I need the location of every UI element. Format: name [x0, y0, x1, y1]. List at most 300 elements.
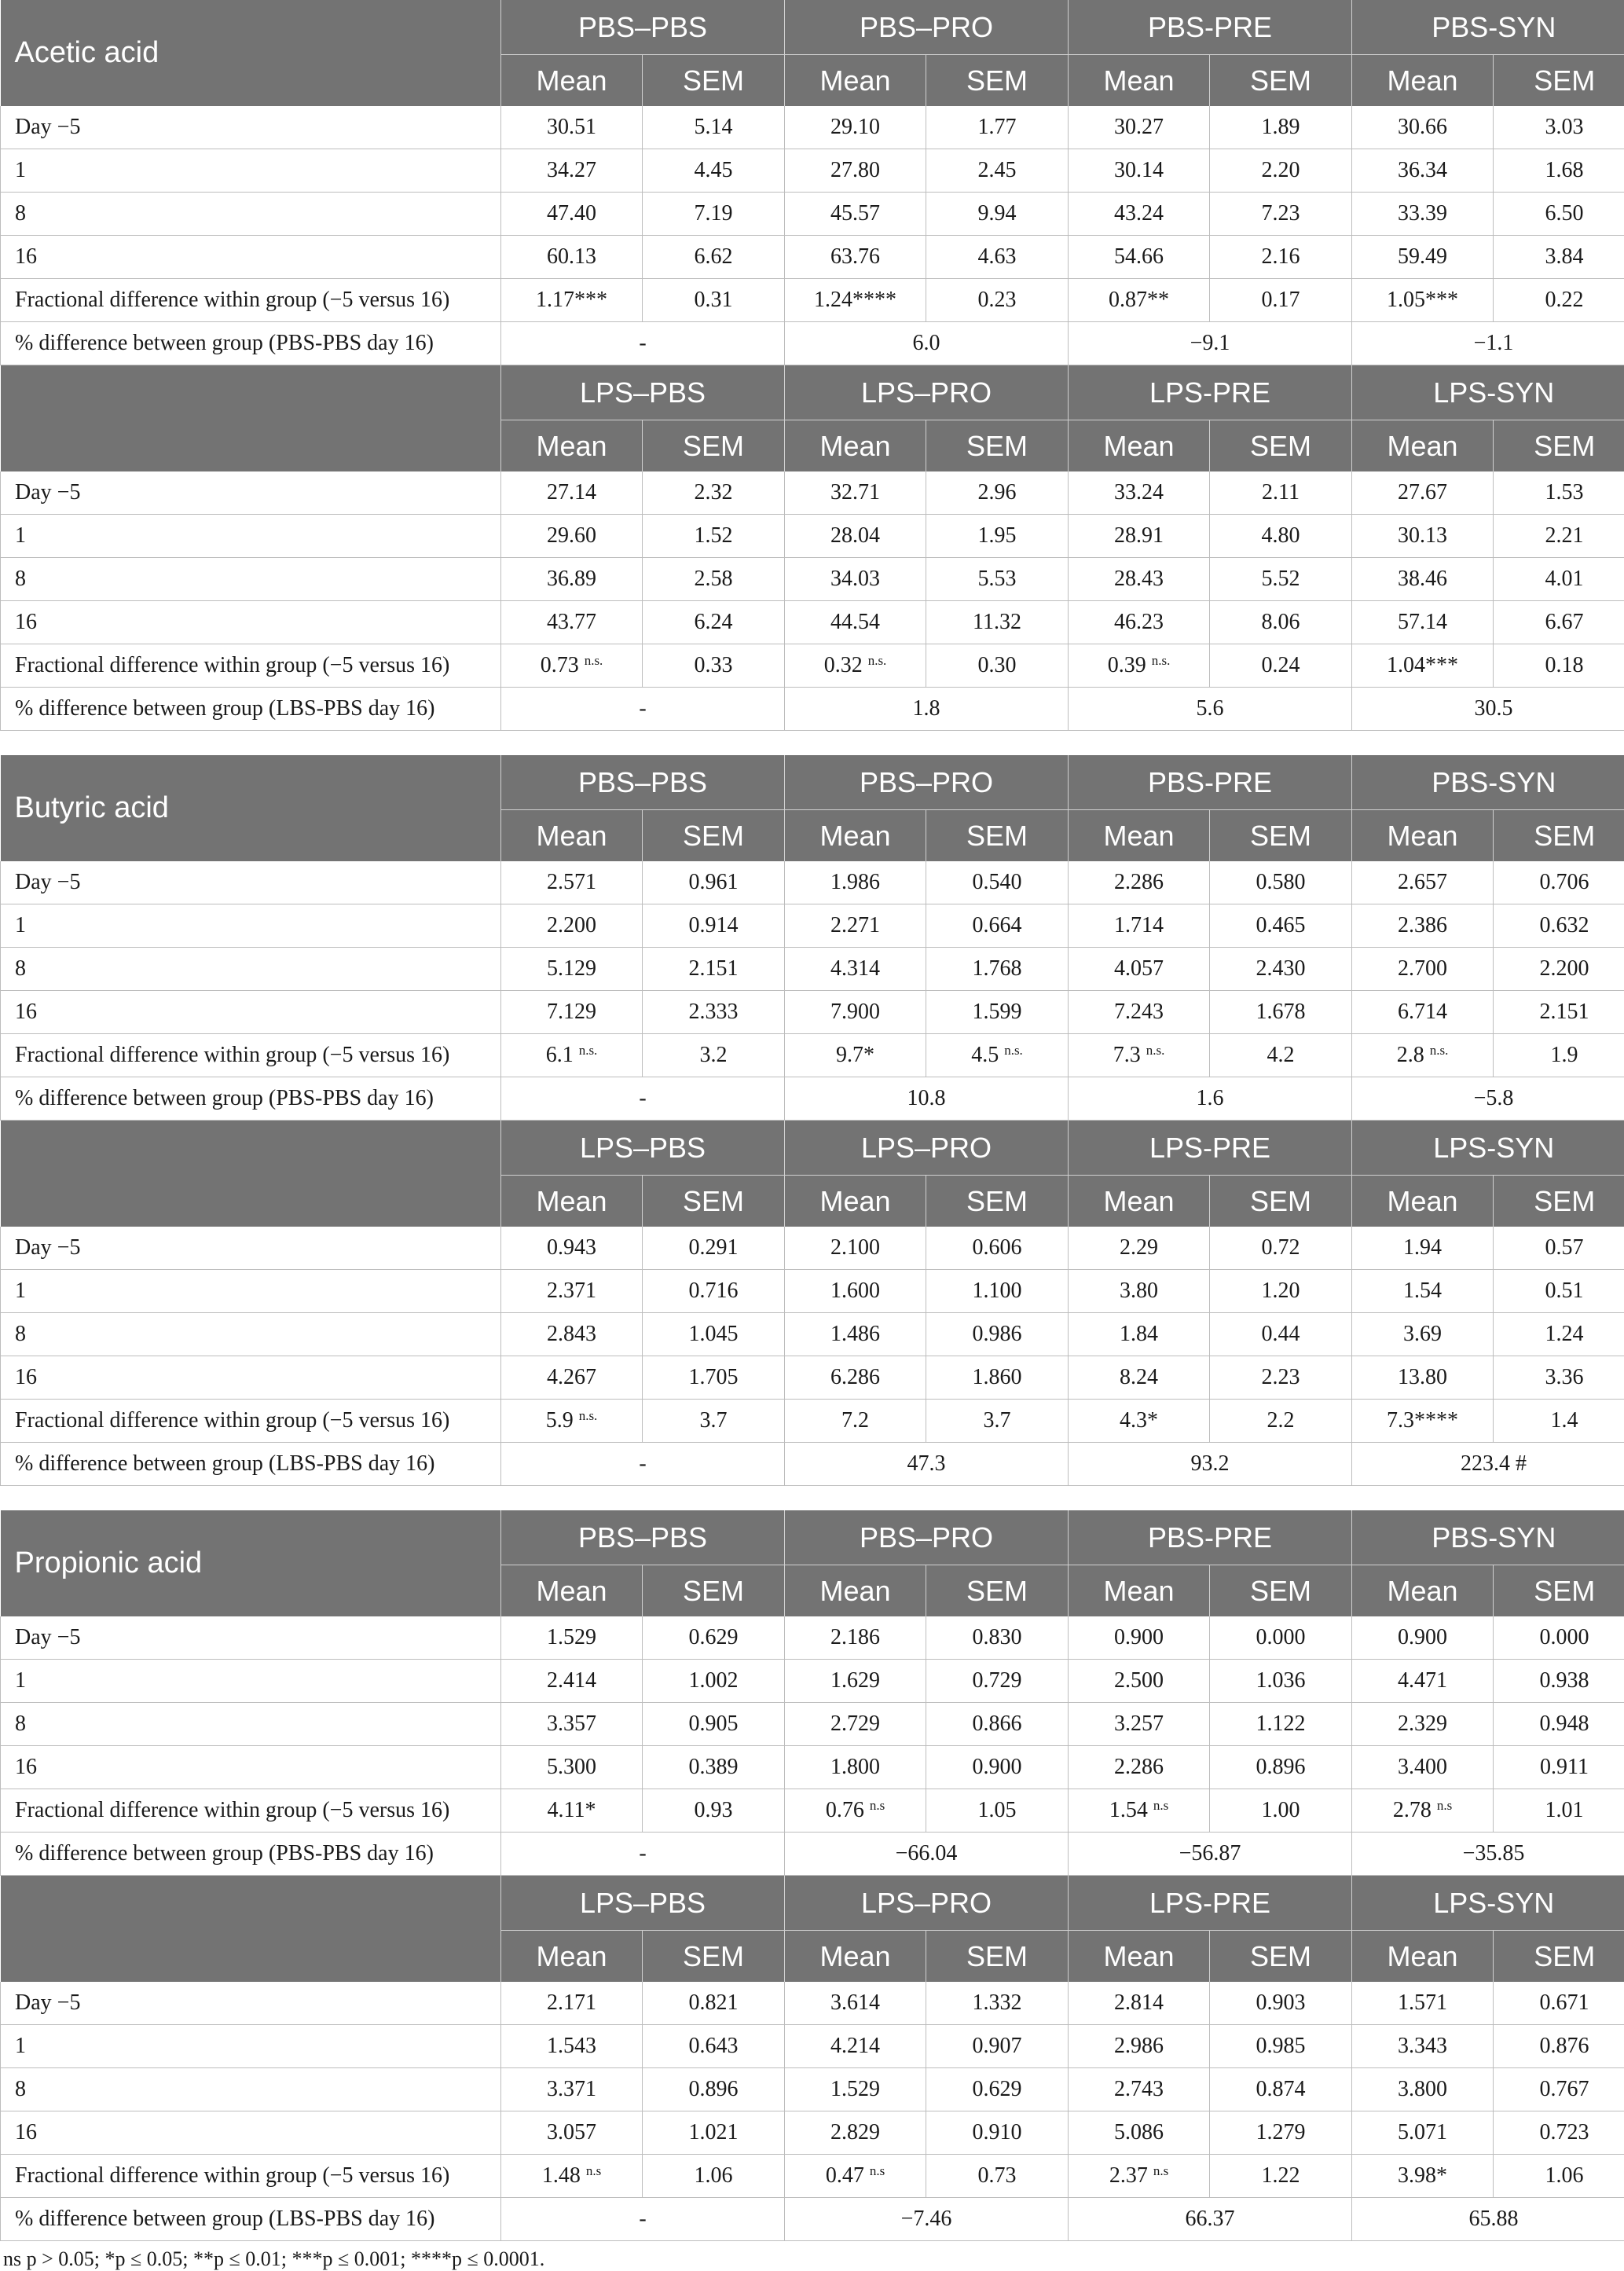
cell-value: 2.78	[1393, 1798, 1437, 1822]
table-cell: 7.129	[501, 991, 643, 1034]
table-cell: 3.257	[1069, 1703, 1210, 1746]
table-cell: 1.00	[1210, 1789, 1352, 1833]
group-header: LPS-SYN	[1352, 365, 1624, 420]
table-cell: 11.32	[926, 601, 1069, 644]
pct-cell: 47.3	[785, 1443, 1069, 1486]
table-cell: 2.271	[785, 904, 926, 948]
table-cell: 1.06	[1494, 2155, 1624, 2198]
table-cell: 2.657	[1352, 861, 1494, 904]
table-cell: 0.671	[1494, 1982, 1624, 2025]
cell-value: 0.32	[824, 653, 868, 677]
table-acetic-acid	[0, 0, 1624, 731]
table-cell: 9.94	[926, 193, 1069, 236]
table-cell: 2.11	[1210, 471, 1352, 515]
table-row	[1, 1400, 1624, 1443]
table-cell: 27.80	[785, 149, 926, 193]
table-cell	[785, 1789, 926, 1833]
table-cell: 36.34	[1352, 149, 1494, 193]
sem-header: SEM	[926, 1176, 1069, 1227]
table-cell: 1.705	[643, 1356, 785, 1400]
table-row	[1, 193, 1624, 236]
pct-cell: −9.1	[1069, 322, 1352, 365]
table-cell: 2.16	[1210, 236, 1352, 279]
table-cell: 5.071	[1352, 2111, 1494, 2155]
table-cell: 0.389	[643, 1746, 785, 1789]
group-header: PBS-SYN	[1352, 755, 1624, 810]
table-cell: 0.51	[1494, 1270, 1624, 1313]
significance-mark: n.s.	[579, 1043, 598, 1058]
table-row	[1, 106, 1624, 149]
table-cell: 0.18	[1494, 644, 1624, 688]
sem-header: SEM	[1494, 55, 1624, 107]
row-label: Fractional difference within group (−5 versus 16)	[1, 644, 501, 688]
table-propionic-acid	[0, 1510, 1624, 2241]
table-cell: 2.96	[926, 471, 1069, 515]
table-cell: 1.986	[785, 861, 926, 904]
mean-header: Mean	[1069, 1176, 1210, 1227]
table-cell: 4.3*	[1069, 1400, 1210, 1443]
table-row	[1, 1616, 1624, 1660]
table-cell: 29.60	[501, 515, 643, 558]
table-cell: 9.7*	[785, 1034, 926, 1077]
table-cell: 0.291	[643, 1227, 785, 1270]
table-cell: 2.32	[643, 471, 785, 515]
group-header: LPS–PBS	[501, 1876, 785, 1931]
table-cell: 0.985	[1210, 2025, 1352, 2068]
table-cell: 34.27	[501, 149, 643, 193]
mean-header: Mean	[785, 420, 926, 472]
row-label: 16	[1, 236, 501, 279]
pct-difference-row	[1, 1443, 1624, 1486]
pct-cell: 93.2	[1069, 1443, 1352, 1486]
table-cell: 0.643	[643, 2025, 785, 2068]
row-label: Day −5	[1, 1227, 501, 1270]
table-cell: 8.06	[1210, 601, 1352, 644]
table-cell: 0.910	[926, 2111, 1069, 2155]
significance-mark: n.s	[1153, 2163, 1168, 2178]
table-cell: 2.371	[501, 1270, 643, 1313]
group-header: LPS–PRO	[785, 1121, 1069, 1176]
table-cell: 3.03	[1494, 106, 1624, 149]
table-cell: 54.66	[1069, 236, 1210, 279]
section-title: Butyric acid	[1, 755, 501, 861]
sem-header: SEM	[1210, 1565, 1352, 1617]
table-cell: 1.629	[785, 1660, 926, 1703]
row-label: Fractional difference within group (−5 versus 16)	[1, 1034, 501, 1077]
significance-mark: n.s.	[1146, 1043, 1165, 1058]
pct-cell: 5.6	[1069, 688, 1352, 731]
group-header: LPS-SYN	[1352, 1121, 1624, 1176]
table-cell: 27.67	[1352, 471, 1494, 515]
cell-value: 0.76	[826, 1798, 870, 1822]
table-row	[1, 991, 1624, 1034]
footnote: ns p > 0.05; *p ≤ 0.05; **p ≤ 0.01; ***p ≤ 0.001; ****p ≤ 0.0001.	[0, 2247, 1624, 2271]
pct-cell: 1.8	[785, 688, 1069, 731]
section-title: Acetic acid	[1, 0, 501, 106]
group-header: LPS–PBS	[501, 365, 785, 420]
row-label: 1	[1, 1270, 501, 1313]
group-header: LPS-PRE	[1069, 1121, 1352, 1176]
table-cell: 57.14	[1352, 601, 1494, 644]
table-cell: 5.52	[1210, 558, 1352, 601]
group-header-row	[1, 1121, 1624, 1176]
mean-header: Mean	[501, 420, 643, 472]
group-header: PBS–PRO	[785, 755, 1069, 810]
table-cell: 2.20	[1210, 149, 1352, 193]
group-header: LPS-SYN	[1352, 1876, 1624, 1931]
table-cell: 2.200	[1494, 948, 1624, 991]
group-header-row	[1, 1876, 1624, 1931]
table-cell: 13.80	[1352, 1356, 1494, 1400]
pct-cell: 66.37	[1069, 2198, 1352, 2241]
table-cell: 5.14	[643, 106, 785, 149]
table-cell	[1352, 1789, 1494, 1833]
table-cell: 2.843	[501, 1313, 643, 1356]
table-cell: 0.72	[1210, 1227, 1352, 1270]
table-cell: 60.13	[501, 236, 643, 279]
table-row	[1, 1270, 1624, 1313]
table-cell: 6.62	[643, 236, 785, 279]
table-row	[1, 1313, 1624, 1356]
table-cell: 1.045	[643, 1313, 785, 1356]
group-header-row	[1, 755, 1624, 810]
table-cell: 47.40	[501, 193, 643, 236]
table-cell: 4.267	[501, 1356, 643, 1400]
table-cell: 30.13	[1352, 515, 1494, 558]
table-cell: 46.23	[1069, 601, 1210, 644]
table-cell: 45.57	[785, 193, 926, 236]
table-row	[1, 149, 1624, 193]
sem-header: SEM	[1210, 810, 1352, 862]
mean-header: Mean	[1069, 1565, 1210, 1617]
group-header: PBS–PRO	[785, 0, 1069, 55]
row-label: 8	[1, 948, 501, 991]
table-cell: 4.63	[926, 236, 1069, 279]
group-header: PBS-PRE	[1069, 1510, 1352, 1565]
table-cell: 0.830	[926, 1616, 1069, 1660]
table-cell: 1.94	[1352, 1227, 1494, 1270]
table-cell	[1069, 1034, 1210, 1077]
table-cell: 0.876	[1494, 2025, 1624, 2068]
row-label: Day −5	[1, 471, 501, 515]
table-cell: 1.84	[1069, 1313, 1210, 1356]
table-cell	[501, 1034, 643, 1077]
significance-mark: n.s.	[868, 653, 887, 668]
table-cell: 1.678	[1210, 991, 1352, 1034]
table-cell: 1.600	[785, 1270, 926, 1313]
table-cell: 0.30	[926, 644, 1069, 688]
pct-cell: 223.4 #	[1352, 1443, 1624, 1486]
section-gap	[0, 1486, 1624, 1510]
table-cell: 2.729	[785, 1703, 926, 1746]
sem-header: SEM	[1494, 1565, 1624, 1617]
table-cell: 4.80	[1210, 515, 1352, 558]
mean-header: Mean	[1352, 1931, 1494, 1983]
table-cell: 1.800	[785, 1746, 926, 1789]
table-cell	[501, 644, 643, 688]
table-cell: 6.714	[1352, 991, 1494, 1034]
table-cell: 5.086	[1069, 2111, 1210, 2155]
group-header: LPS–PRO	[785, 1876, 1069, 1931]
table-cell: 0.961	[643, 861, 785, 904]
table-cell: 3.343	[1352, 2025, 1494, 2068]
table-cell: 3.98*	[1352, 2155, 1494, 2198]
table-cell: 3.36	[1494, 1356, 1624, 1400]
row-label: Day −5	[1, 106, 501, 149]
pct-cell: 6.0	[785, 322, 1069, 365]
cell-value: 5.9	[546, 1408, 579, 1433]
table-cell: 0.821	[643, 1982, 785, 2025]
table-row	[1, 279, 1624, 322]
table-cell: 0.73	[926, 2155, 1069, 2198]
cell-value: 7.3	[1113, 1043, 1146, 1067]
sem-header: SEM	[643, 55, 785, 107]
table-cell: 59.49	[1352, 236, 1494, 279]
table-cell: 2.186	[785, 1616, 926, 1660]
table-cell: 1.543	[501, 2025, 643, 2068]
table-cell: 0.900	[1352, 1616, 1494, 1660]
mean-header: Mean	[1069, 420, 1210, 472]
table-row	[1, 1660, 1624, 1703]
table-cell: 1.01	[1494, 1789, 1624, 1833]
header-blank-cell	[1, 365, 501, 472]
group-header: PBS–PBS	[501, 1510, 785, 1565]
table-cell	[501, 1400, 643, 1443]
table-cell: 1.24****	[785, 279, 926, 322]
cell-value: 6.1	[546, 1043, 579, 1067]
table-cell: 0.580	[1210, 861, 1352, 904]
pct-difference-row	[1, 2198, 1624, 2241]
table-cell: 0.938	[1494, 1660, 1624, 1703]
pct-cell: -	[501, 1833, 785, 1876]
table-cell: 1.53	[1494, 471, 1624, 515]
table-cell: 2.200	[501, 904, 643, 948]
table-cell: 7.2	[785, 1400, 926, 1443]
table-row	[1, 2111, 1624, 2155]
table-cell: 2.743	[1069, 2068, 1210, 2111]
table-cell: 1.529	[501, 1616, 643, 1660]
sem-header: SEM	[643, 420, 785, 472]
table-cell: 33.24	[1069, 471, 1210, 515]
table-cell	[785, 644, 926, 688]
table-cell: 6.286	[785, 1356, 926, 1400]
table-cell: 1.002	[643, 1660, 785, 1703]
table-cell: 2.171	[501, 1982, 643, 2025]
row-label: % difference between group (LBS-PBS day 16)	[1, 1443, 501, 1486]
table-cell: 34.03	[785, 558, 926, 601]
pct-cell: 65.88	[1352, 2198, 1624, 2241]
mean-header: Mean	[501, 1176, 643, 1227]
significance-mark: n.s.	[1004, 1043, 1023, 1058]
group-header: PBS–PBS	[501, 0, 785, 55]
table-cell: 43.77	[501, 601, 643, 644]
row-label: Fractional difference within group (−5 versus 16)	[1, 1789, 501, 1833]
group-header: PBS-PRE	[1069, 0, 1352, 55]
table-row	[1, 1703, 1624, 1746]
group-header: PBS-SYN	[1352, 0, 1624, 55]
table-cell: 0.664	[926, 904, 1069, 948]
table-row	[1, 948, 1624, 991]
pct-cell: -	[501, 1077, 785, 1121]
table-cell: 1.599	[926, 991, 1069, 1034]
table-cell: 0.866	[926, 1703, 1069, 1746]
table-cell: 3.7	[926, 1400, 1069, 1443]
table-cell: 0.44	[1210, 1313, 1352, 1356]
row-label: 16	[1, 991, 501, 1034]
pct-cell: -	[501, 2198, 785, 2241]
row-label: Day −5	[1, 861, 501, 904]
row-label: 8	[1, 1703, 501, 1746]
table-cell: 6.24	[643, 601, 785, 644]
row-label: 8	[1, 2068, 501, 2111]
table-row	[1, 601, 1624, 644]
table-cell: 1.54	[1352, 1270, 1494, 1313]
significance-mark: n.s.	[1430, 1043, 1449, 1058]
table-cell: 2.286	[1069, 1746, 1210, 1789]
table-cell	[1069, 2155, 1210, 2198]
group-header: PBS-SYN	[1352, 1510, 1624, 1565]
table-cell: 0.874	[1210, 2068, 1352, 2111]
table-cell: 0.000	[1210, 1616, 1352, 1660]
table-cell	[1352, 1034, 1494, 1077]
significance-mark: n.s	[586, 2163, 601, 2178]
table-cell: 3.371	[501, 2068, 643, 2111]
pct-cell: −7.46	[785, 2198, 1069, 2241]
table-cell: 2.45	[926, 149, 1069, 193]
table-cell: 2.571	[501, 861, 643, 904]
cell-value: 4.5	[971, 1043, 1004, 1067]
table-cell: 3.057	[501, 2111, 643, 2155]
table-cell: 5.129	[501, 948, 643, 991]
row-label: % difference between group (PBS-PBS day 16)	[1, 1833, 501, 1876]
table-cell: 1.9	[1494, 1034, 1624, 1077]
group-header: LPS-PRE	[1069, 365, 1352, 420]
cell-value: 0.39	[1108, 653, 1152, 677]
table-cell: 0.33	[643, 644, 785, 688]
significance-mark: n.s	[870, 2163, 885, 2178]
table-cell: 3.400	[1352, 1746, 1494, 1789]
table-cell: 0.57	[1494, 1227, 1624, 1270]
table-row	[1, 515, 1624, 558]
table-cell: 4.01	[1494, 558, 1624, 601]
sem-header: SEM	[1494, 420, 1624, 472]
table-cell: 2.2	[1210, 1400, 1352, 1443]
table-cell: 0.24	[1210, 644, 1352, 688]
header-blank-cell	[1, 1876, 501, 1983]
sem-header: SEM	[643, 1931, 785, 1983]
table-cell: 0.540	[926, 861, 1069, 904]
group-header-row	[1, 0, 1624, 55]
table-cell	[785, 2155, 926, 2198]
table-row	[1, 1746, 1624, 1789]
sem-header: SEM	[643, 810, 785, 862]
table-cell: 2.986	[1069, 2025, 1210, 2068]
sem-header: SEM	[1210, 55, 1352, 107]
table-cell: 0.22	[1494, 279, 1624, 322]
mean-header: Mean	[785, 810, 926, 862]
table-cell: 1.95	[926, 515, 1069, 558]
table-cell: 28.04	[785, 515, 926, 558]
sem-header: SEM	[926, 1565, 1069, 1617]
table-cell: 1.4	[1494, 1400, 1624, 1443]
table-cell: 1.89	[1210, 106, 1352, 149]
header-blank-cell	[1, 1121, 501, 1227]
table-row	[1, 2025, 1624, 2068]
significance-mark: n.s.	[579, 1408, 598, 1423]
group-header: PBS–PRO	[785, 1510, 1069, 1565]
group-header-row	[1, 365, 1624, 420]
table-cell: 28.91	[1069, 515, 1210, 558]
table-cell: 1.100	[926, 1270, 1069, 1313]
row-label: % difference between group (PBS-PBS day 16)	[1, 1077, 501, 1121]
cell-value: 0.73	[541, 653, 585, 677]
table-cell: 7.900	[785, 991, 926, 1034]
mean-header: Mean	[1352, 810, 1494, 862]
table-cell: 0.900	[926, 1746, 1069, 1789]
row-label: Day −5	[1, 1616, 501, 1660]
table-cell: 3.80	[1069, 1270, 1210, 1313]
row-label: Fractional difference within group (−5 versus 16)	[1, 2155, 501, 2198]
table-cell	[926, 1034, 1069, 1077]
table-cell: 0.17	[1210, 279, 1352, 322]
table-cell: 3.614	[785, 1982, 926, 2025]
sem-header: SEM	[926, 420, 1069, 472]
row-label: 1	[1, 1660, 501, 1703]
row-label: 8	[1, 193, 501, 236]
table-row	[1, 471, 1624, 515]
mean-header: Mean	[785, 55, 926, 107]
table-cell: 0.706	[1494, 861, 1624, 904]
table-cell: 1.04***	[1352, 644, 1494, 688]
table-cell: 2.814	[1069, 1982, 1210, 2025]
table-row	[1, 1982, 1624, 2025]
sem-header: SEM	[926, 810, 1069, 862]
table-cell: 6.67	[1494, 601, 1624, 644]
row-label: 1	[1, 2025, 501, 2068]
table-cell: 1.332	[926, 1982, 1069, 2025]
table-cell: 0.716	[643, 1270, 785, 1313]
mean-header: Mean	[1069, 1931, 1210, 1983]
table-cell: 0.23	[926, 279, 1069, 322]
table-cell: 2.29	[1069, 1227, 1210, 1270]
table-row	[1, 236, 1624, 279]
row-label: 1	[1, 904, 501, 948]
row-label: Fractional difference within group (−5 versus 16)	[1, 1400, 501, 1443]
mean-header: Mean	[1352, 1176, 1494, 1227]
table-cell: 1.24	[1494, 1313, 1624, 1356]
table-cell: 0.986	[926, 1313, 1069, 1356]
row-label: % difference between group (LBS-PBS day 16)	[1, 2198, 501, 2241]
table-cell: 0.943	[501, 1227, 643, 1270]
table-cell: 0.914	[643, 904, 785, 948]
table-cell: 0.729	[926, 1660, 1069, 1703]
row-label: Day −5	[1, 1982, 501, 2025]
table-cell: 2.386	[1352, 904, 1494, 948]
table-cell: 1.571	[1352, 1982, 1494, 2025]
row-label: 16	[1, 1746, 501, 1789]
table-cell: 2.700	[1352, 948, 1494, 991]
table-cell: 2.286	[1069, 861, 1210, 904]
row-label: 1	[1, 149, 501, 193]
sem-header: SEM	[1494, 1176, 1624, 1227]
mean-header: Mean	[501, 1565, 643, 1617]
pct-cell: -	[501, 688, 785, 731]
pct-cell: −56.87	[1069, 1833, 1352, 1876]
group-header: LPS-PRE	[1069, 1876, 1352, 1931]
table-cell: 1.860	[926, 1356, 1069, 1400]
table-cell: 63.76	[785, 236, 926, 279]
table-row	[1, 2068, 1624, 2111]
